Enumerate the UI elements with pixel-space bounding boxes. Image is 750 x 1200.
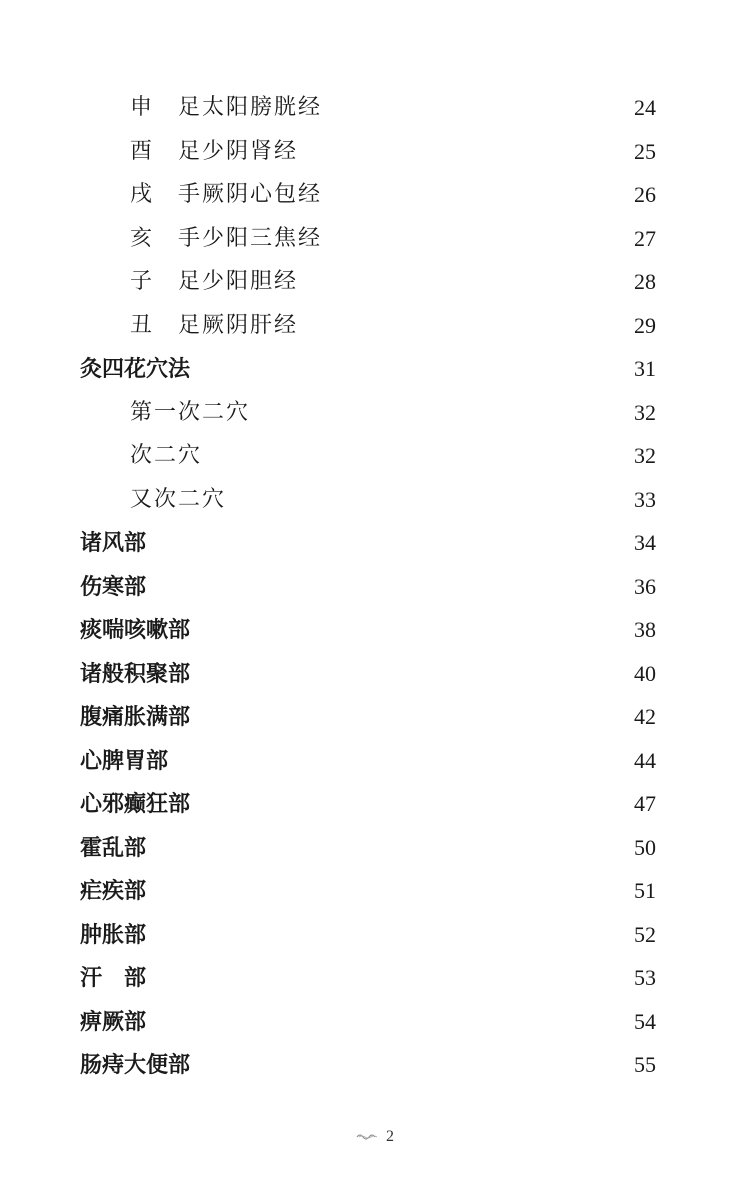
toc-entry-label: 次二穴 — [130, 443, 203, 468]
toc-entry-label: 又次二穴 — [130, 486, 227, 512]
toc-leader-dots — [324, 132, 618, 172]
page-number: 2 — [386, 1128, 394, 1145]
toc-entry-page: 42 — [634, 704, 656, 729]
toc-entry-label: 疟疾部 — [80, 878, 147, 904]
toc-entry-page: 32 — [634, 399, 656, 425]
toc-entry-label: 灸四花穴法 — [80, 356, 191, 382]
toc-entry-label: 亥 手少阳三焦经 — [130, 225, 323, 251]
toc-entry-label: 痹厥部 — [80, 1008, 147, 1035]
toc-entry[interactable] — [0, 1002, 750, 1042]
toc-entry[interactable] — [0, 567, 750, 607]
toc-entry-page: 34 — [634, 530, 656, 555]
toc-entry-page: 51 — [634, 878, 656, 903]
toc-entry-page: 55 — [634, 1052, 656, 1077]
toc-leader-dots — [324, 306, 618, 346]
toc-entry-label: 申 足太阳膀胱经 — [130, 95, 323, 120]
toc-leader-dots — [252, 480, 618, 520]
toc-entry[interactable] — [0, 697, 750, 737]
toc-entry-page: 24 — [634, 95, 656, 120]
toc-entry-label: 酉 足少阴肾经 — [130, 138, 299, 164]
toc-leader-dots — [228, 436, 618, 476]
toc-entry-page: 50 — [634, 834, 656, 860]
toc-leader-dots — [216, 784, 618, 824]
toc-leader-dots — [216, 1045, 618, 1085]
toc-entry-page: 40 — [634, 660, 656, 686]
toc-entry[interactable] — [0, 915, 750, 955]
toc-entry[interactable] — [0, 828, 750, 868]
toc-leader-dots — [172, 915, 618, 955]
toc-entry-label: 痰喘咳嗽部 — [80, 617, 191, 643]
toc-leader-dots — [194, 741, 618, 781]
toc-entry-label: 腹痛胀满部 — [80, 704, 191, 730]
page-footer — [0, 1128, 750, 1146]
toc-leader-dots — [216, 610, 618, 650]
toc-entry-label: 丑 足厥阴肝经 — [130, 312, 299, 338]
toc-entry[interactable] — [0, 654, 750, 694]
toc-leader-dots — [348, 219, 618, 259]
toc-entry[interactable] — [0, 262, 750, 302]
toc-entry[interactable] — [0, 784, 750, 824]
toc-entry[interactable] — [0, 741, 750, 781]
toc-entry-label: 子 足少阳胆经 — [130, 269, 299, 294]
toc-entry-page: 47 — [634, 791, 656, 816]
toc-entry[interactable] — [0, 958, 750, 998]
toc-leader-dots — [216, 697, 618, 737]
toc-entry-label: 伤寒部 — [80, 573, 147, 600]
toc-leader-dots — [324, 262, 618, 302]
toc-leader-dots — [172, 958, 618, 998]
toc-entry-page: 54 — [634, 1008, 656, 1034]
toc-entry[interactable] — [0, 523, 750, 563]
toc-leader-dots — [172, 828, 618, 868]
toc-entry[interactable] — [0, 393, 750, 433]
toc-entry-page: 27 — [634, 225, 656, 251]
toc-leader-dots — [348, 175, 618, 215]
toc-entry-label: 肿胀部 — [80, 921, 147, 948]
toc-leader-dots — [216, 349, 618, 389]
toc-entry[interactable] — [0, 219, 750, 259]
toc-entry[interactable] — [0, 132, 750, 172]
toc-leader-dots — [348, 88, 618, 128]
toc-entry[interactable] — [0, 306, 750, 346]
toc-entry-page: 36 — [634, 573, 656, 599]
toc-entry-page: 32 — [634, 443, 656, 468]
toc-leader-dots — [276, 393, 618, 433]
toc-entry-label: 诸般积聚部 — [80, 660, 191, 687]
toc-entry-page: 38 — [634, 617, 656, 642]
toc-entry[interactable] — [0, 436, 750, 476]
toc-entry-page: 52 — [634, 921, 656, 947]
toc-leader-dots — [172, 567, 618, 607]
toc-entry[interactable] — [0, 175, 750, 215]
toc-entry-page: 53 — [634, 965, 656, 990]
toc-entry-label: 心脾胃部 — [80, 747, 169, 774]
toc-entry[interactable] — [0, 871, 750, 911]
toc-entry-label: 诸风部 — [80, 530, 147, 556]
toc-entry[interactable] — [0, 88, 750, 128]
toc-entry-page: 33 — [634, 486, 656, 512]
toc-leader-dots — [172, 871, 618, 911]
toc-entry-label: 肠痔大便部 — [80, 1052, 191, 1078]
toc-entry-label: 第一次二穴 — [130, 399, 251, 425]
toc-entry[interactable] — [0, 480, 750, 520]
toc-entry-page: 26 — [634, 182, 656, 207]
toc-entry[interactable] — [0, 610, 750, 650]
toc-entry-page: 29 — [634, 312, 656, 338]
toc-entry-label: 心邪癫狂部 — [80, 791, 191, 817]
toc-entry[interactable] — [0, 1045, 750, 1085]
toc-entry-label: 戌 手厥阴心包经 — [130, 182, 323, 207]
toc-entry-page: 28 — [634, 269, 656, 294]
toc-entry-label: 霍乱部 — [80, 834, 147, 861]
toc-entry-page: 31 — [634, 356, 656, 381]
toc-leader-dots — [216, 654, 618, 694]
toc-entry-page: 44 — [634, 747, 656, 773]
toc-entry[interactable] — [0, 349, 750, 389]
toc-entry-label: 汗 部 — [80, 965, 147, 991]
toc-entry-page: 25 — [634, 138, 656, 164]
toc-leader-dots — [172, 523, 618, 563]
toc-leader-dots — [172, 1002, 618, 1042]
scroll-ornament-icon — [356, 1132, 378, 1142]
